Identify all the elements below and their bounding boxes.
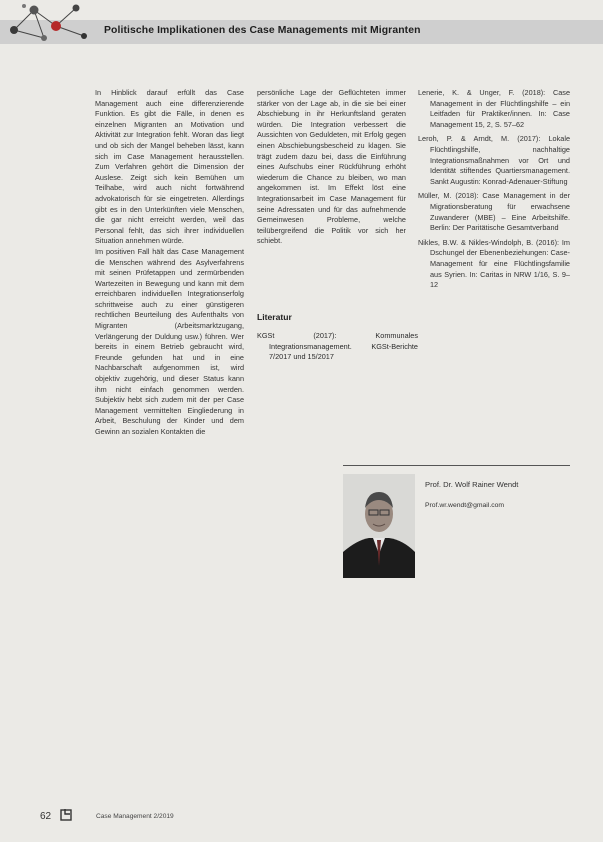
literature-heading: Literatur: [257, 312, 292, 322]
molecule-logo-icon: [4, 0, 92, 44]
reference-item: Nikles, B.W. & Nikles-Windolph, B. (2016): Im Dschungel der Ebenenbeziehungen: Case-Management für eine Flüchtlingsfamilie aus Syrien. In: Caritas in NRW 1/16, S. 9–12: [418, 237, 570, 290]
reference-item: Leroh, P. & Arndt, M. (2017): Lokale Flüchtlingshilfe, nachhaltige Integrationsmaßnahmen vor Ort und Identität stiftendes Quartiersmanagement. Sankt Augustin: Konrad-Adenauer-Stiftung: [418, 134, 570, 186]
author-email[interactable]: Prof.wr.wendt@gmail.com: [425, 502, 505, 509]
running-header-title: Politische Implikationen des Case Managements mit Migranten: [104, 25, 421, 36]
journal-name: Case Management 2/2019: [96, 813, 174, 820]
paragraph: persönliche Lage der Geflüchteten immer stärker von der Lage ab, in die sie bei einer Abschiebung in ihr Herkunftsland geraten würden. Die Integration verbessert die Aussichten von Geduldeten, mit Erfolg gegen einen Abschiebungsbescheid zu klagen. Sie trägt zudem dazu bei, dass die Einführung eines Aufschubs einer Rückführung erhöht wiederum die Chance zu bleiben, wo man angekommen ist. Im Effekt löst eine Integrationsarbeit im Case Management für seine Adressaten und für das aufnehmende Gemeinwesen Probleme, welche teilübergreifend die Politik vor sich her schiebt.: [257, 88, 406, 246]
paragraph: In Hinblick darauf erfüllt das Case Management auch eine differenzierende Funktion. Es gibt die Fälle, in denen es einzelnen Migranten an Motivation und Aktivität zur Integration fehlt. Woran das liegt und ob sich der Mangel beheben lässt, kann sich im Case Management herausstellen. Zum Verfahren gehört die Dimension der Auslese. Zeigt sich kein Bemühen um Teilhabe, wird auch nicht fortwährend advokatorisch für sie eingetreten. Allerdings gibt es in den Unterkünften viele Menschen, die gar nicht erreicht werden, weil das Personal fehlt, das sich ihrer individuellen Situation annehmen würde.: [95, 88, 244, 246]
page-number: 62: [40, 811, 52, 822]
reference-item: Lenerie, K. & Unger, F. (2018): Case Management in der Flüchtlingshilfe – ein Leitfaden für Praktiker/innen. In: Case Management 15, 2, S. 57–62: [418, 88, 570, 129]
reference-list: [418, 88, 570, 295]
literature-entry: KGSt (2017): Kommunales Integrationsmanagement. KGSt-Berichte 7/2017 und 15/2017: [257, 331, 418, 362]
reference-item: Müller, M. (2018): Case Management in der Migrationsberatung für erwachsene Zuwanderer (MBE) – Eine Arbeitshilfe. Berlin: Der Paritätische Gesamtverband: [418, 191, 570, 233]
author-divider: [343, 465, 570, 466]
author-photo: [343, 474, 415, 578]
article-column-1: [95, 88, 244, 438]
paragraph: Im positiven Fall hält das Case Management die Menschen während des Asylverfahrens mit seinen Prüfetappen und zermürbenden Wartezeiten in Bewegung und kann mit dem erreichbaren individuellen Integrationserfolg schrittweise auch zu einer günstigeren rechtlichen Beurteilung des Aufenthalts von Migranten (Arbeitsmarktzugang, Verlängerung der Duldung usw.) führen. Wer bereits in einem Betrieb gebraucht wird, Freunde gefunden hat und in eine Nachbarschaft aufgenommen ist, wird objektiv zugehörig, und dieser Status kann ihm nicht einfach genommen werden. Subjektiv hebt sich zudem mit der per Case Management vermittelten Eingliederung in Arbeit, Beschulung der Kinder und dem Gewinn an sozialen Kontakten die: [95, 246, 244, 436]
article-column-2: [257, 88, 406, 247]
journal-logo-icon: [60, 808, 73, 821]
author-name: Prof. Dr. Wolf Rainer Wendt: [425, 480, 519, 489]
